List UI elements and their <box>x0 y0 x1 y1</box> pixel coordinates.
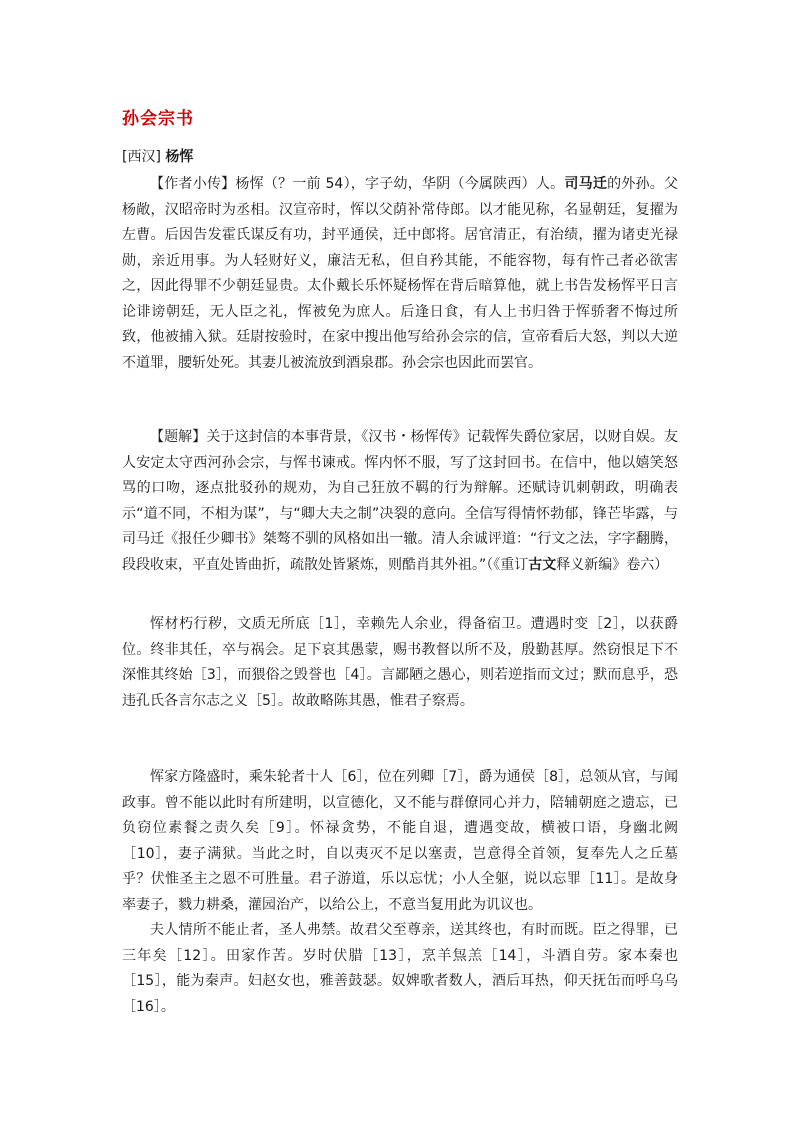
bio-text-1: 杨恽（？一前 54），字子幼，华阴（今属陕西）人。 <box>235 176 565 192</box>
page-title: 孙会宗书 <box>122 109 194 129</box>
intro-highlight: 古文 <box>528 556 557 573</box>
byline <box>122 146 193 166</box>
bio-text-2: 的外孙。父杨敞，汉昭帝时为丞相。汉宣帝时，恽以父荫补常侍郎。以才能见称，名显朝廷，复擢为左曹。后因告发霍氏谋反有功，封平通侯，迁中郎将。居官清正，有治绩，擢为诸吏光禄勋，亲近用事。为人轻财好义，廉洁无私，但自矜其能，不能容物，每有忤己者必欲害之，因此得罪不少朝廷显贵。太仆戴长乐怀疑杨恽在背后暗算他，就上书告发杨恽平日言论诽谤朝廷，无人臣之礼，恽被免为庶人。后逢日食，有人上书归咎于恽骄奢不悔过所致，他被捕入狱。廷尉按验时，在家中搜出他写给孙会宗的信，宣帝看后大怒，判以大逆不道罪，腰斩处死。其妻儿被流放到酒泉郡。孙会宗也因此而罢官。 <box>122 176 679 371</box>
bio-highlight-name: 司马迁 <box>564 176 608 192</box>
intro-text-1: 关于这封信的本事背景，《汉书・杨恽传》记载恽失爵位家居，以财自娱。友人安定太守西河孙会宗，与恽书谏戒。恽内怀不服，写了这封回书。在信中，他以嬉笑怒骂的口吻，逐点批驳孙的规劝，为自己狂放不羁的行为辩解。还赋诗讥刺朝政，明确表示“道不同，不相为谋”，与“卿大夫之制”决裂的意向。全信写得情怀勃郁，锋芒毕露，与司马迁《报任少卿书》桀骜不驯的风格如出一辙。清人余诚评道：“行文之法，字字翻腾，段段收束，平直处皆曲折，疏散处皆紧炼，则酷肖其外祖。”（《重订 <box>122 429 679 573</box>
text-paragraph: 夫人情所不能止者，圣人弗禁。故君父至尊亲，送其终也，有时而既。臣之得罪，已三年矣［12］。田家作苦。岁时伏腊［13］，烹羊炰羔［14］，斗酒自劳。家本秦也［15］，能为秦声。妇赵女也，雅善鼓瑟。奴婢歌者数人，酒后耳热，仰天抚缶而呼乌乌［16］。 <box>122 922 678 1015</box>
author-name: 杨恽 <box>165 149 194 165</box>
intro-paragraph <box>122 425 678 578</box>
author-bio-paragraph <box>122 172 678 376</box>
text-paragraph: 恽材朽行秽，文质无所底［1］，幸赖先人余业，得备宿卫。遭遇时变［2］，以获爵位。终非其任，卒与祸会。足下哀其愚蒙，赐书教督以所不及，殷勤甚厚。然窃恨足下不深惟其终始［3］，而猥俗之毁誉也［4］。言鄙陋之愚心，则若逆指而文过；默而息乎，恐违孔氏各言尔志之义［5］。故敢略陈其愚，惟君子察焉。 <box>122 616 678 709</box>
intro-label: 【题解】 <box>150 429 207 445</box>
dynasty-label: [西汉] <box>122 149 161 165</box>
bio-label: 【作者小传】 <box>150 176 236 192</box>
intro-text-3: 释义新编》卷六） <box>556 556 669 573</box>
text-paragraph: 恽家方隆盛时，乘朱轮者十人［6］，位在列卿［7］，爵为通侯［8］，总领从官，与闻政事。曾不能以此时有所建明，以宣德化，又不能与群僚同心并力，陪辅朝庭之遗忘，已负窃位素餐之责久矣［9］。怀禄贪势，不能自退，遭遇变故，横被口语，身幽北阙［10］，妻子满狱。当此之时，自以夷灭不足以塞责，岂意得全首领，复奉先人之丘墓乎？伏惟圣主之恩不可胜量。君子游道，乐以忘忧；小人全躯，说以忘罪［11］。是故身率妻子，戮力耕桑，灌园治产，以给公上，不意当复用此为讥议也。 <box>122 769 678 913</box>
